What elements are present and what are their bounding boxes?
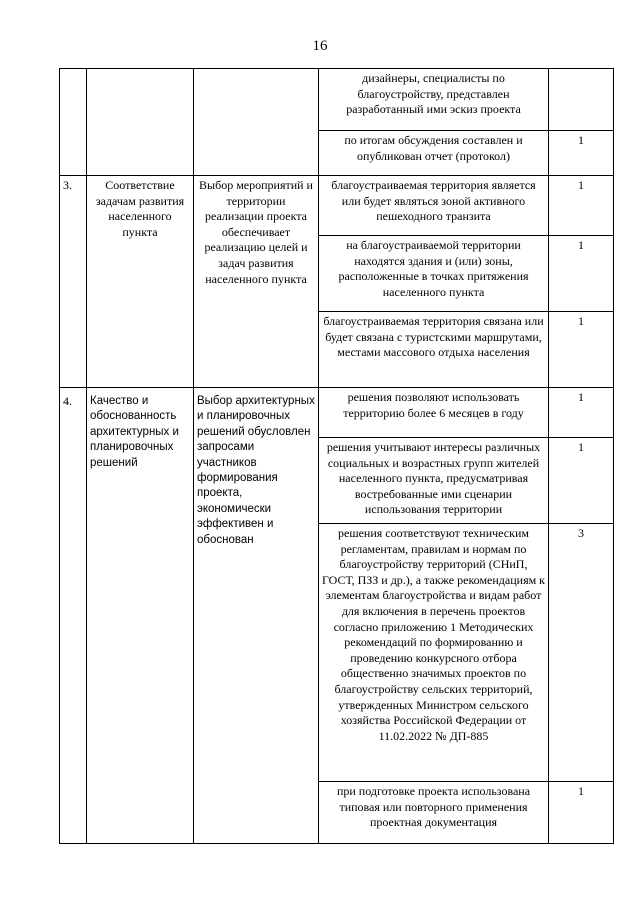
page-number: 16 <box>312 38 328 54</box>
description-cell: Выбор мероприятий и территории реализации проекта обеспечивает реализацию целей и задач развития населенного пункта <box>194 176 319 388</box>
condition-cell: благоустраиваемая территория связана или будет связана с туристскими маршрутами, местами массового отдыха населения <box>319 312 549 388</box>
condition-cell: благоустраиваемая территория является или будет являться зоной активного пешеходного транзита <box>319 176 549 236</box>
score-cell: 1 <box>549 236 614 312</box>
score-cell: 1 <box>549 176 614 236</box>
criterion-cell <box>87 69 194 176</box>
condition-cell: решения соответствуют техническим регламентам, правилам и нормам по благоустройству территорий (СНиП, ГОСТ, ПЗЗ и др.), а также рекомендациям к элементам благоустройства и видам работ для включения в перечень проектов согласно приложению 1 Методических рекомендаций по формированию и проведению конкурсного отбора общественно значимых проектов по благоустройству сельских территорий, утвержденных Министром сельского хозяйства Российской Федерации от 11.02.2022 № ДП-885 <box>319 524 549 782</box>
description-cell <box>194 69 319 176</box>
condition-cell: при подготовке проекта использована типовая или повторного применения проектная документация <box>319 782 549 844</box>
score-cell: 3 <box>549 524 614 782</box>
table-row <box>60 69 614 131</box>
score-cell: 1 <box>549 782 614 844</box>
table-row <box>60 176 614 236</box>
criterion-cell: Соответствие задачам развития населенного пункта <box>87 176 194 388</box>
criteria-table <box>59 68 614 844</box>
score-cell: 1 <box>549 438 614 524</box>
condition-cell: решения учитывают интересы различных социальных и возрастных групп жителей населенного пункта, предусматривая востребованные ими сценарии использования территории <box>319 438 549 524</box>
row-number-cell: 3. <box>60 176 87 388</box>
table-row <box>60 388 614 438</box>
condition-cell: решения позволяют использовать территорию более 6 месяцев в году <box>319 388 549 438</box>
score-cell: 1 <box>549 388 614 438</box>
condition-cell: на благоустраиваемой территории находятся здания и (или) зоны, расположенные в точках притяжения населенного пункта <box>319 236 549 312</box>
condition-cell: дизайнеры, специалисты по благоустройству, представлен разработанный ими эскиз проекта <box>319 69 549 131</box>
description-cell: Выбор архитектурных и планировочных решений обусловлен запросами участников формирования проекта, экономически эффективен и обоснован <box>194 388 319 844</box>
score-cell <box>549 69 614 131</box>
row-number-cell: 4. <box>60 388 87 844</box>
criterion-cell: Качество и обоснованность архитектурных и планировочных решений <box>87 388 194 844</box>
condition-cell: по итогам обсуждения составлен и опубликован отчет (протокол) <box>319 131 549 176</box>
score-cell: 1 <box>549 312 614 388</box>
row-number-cell <box>60 69 87 176</box>
score-cell: 1 <box>549 131 614 176</box>
